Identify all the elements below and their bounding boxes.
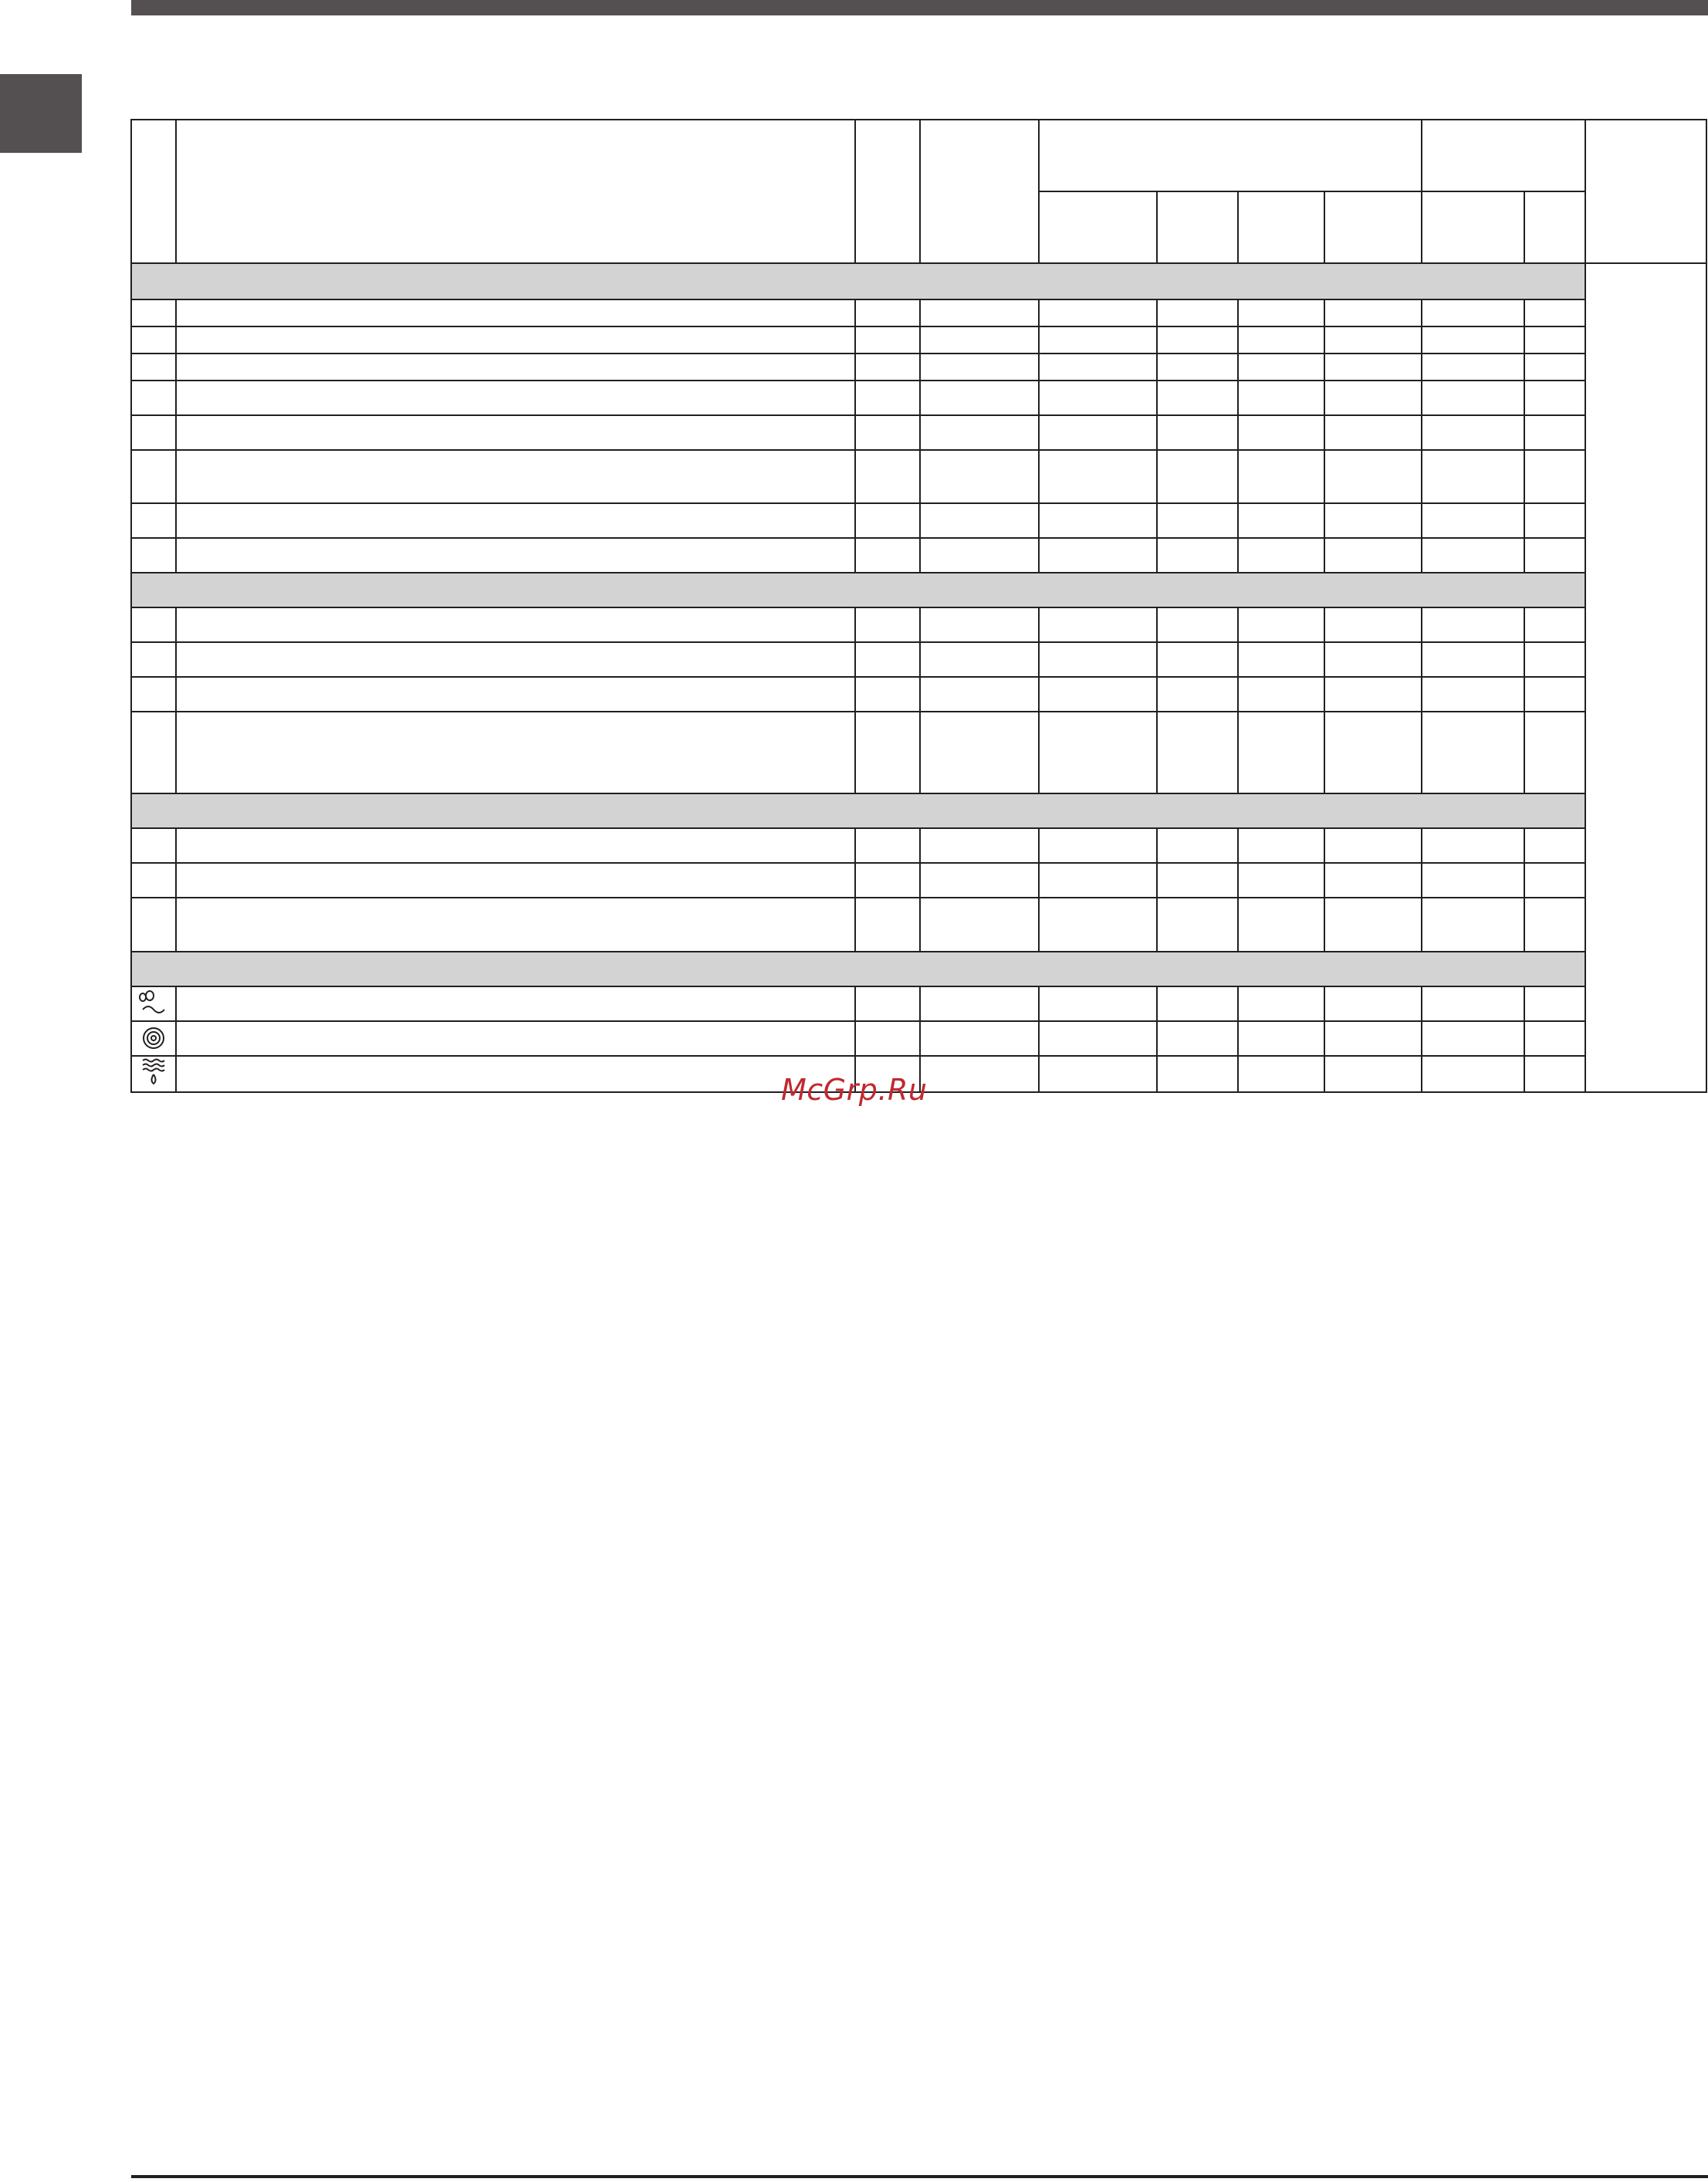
watermark: McGrp.Ru (781, 1073, 928, 1107)
section-band-3 (131, 793, 1585, 828)
section-band-4 (131, 952, 1585, 986)
drain-icon (143, 1060, 164, 1084)
section-band-1 (131, 263, 1585, 299)
footer-rule (131, 2175, 1708, 2178)
spin-icon (144, 1028, 164, 1048)
rinse-icon (140, 991, 164, 1013)
section-band-2 (131, 573, 1585, 607)
